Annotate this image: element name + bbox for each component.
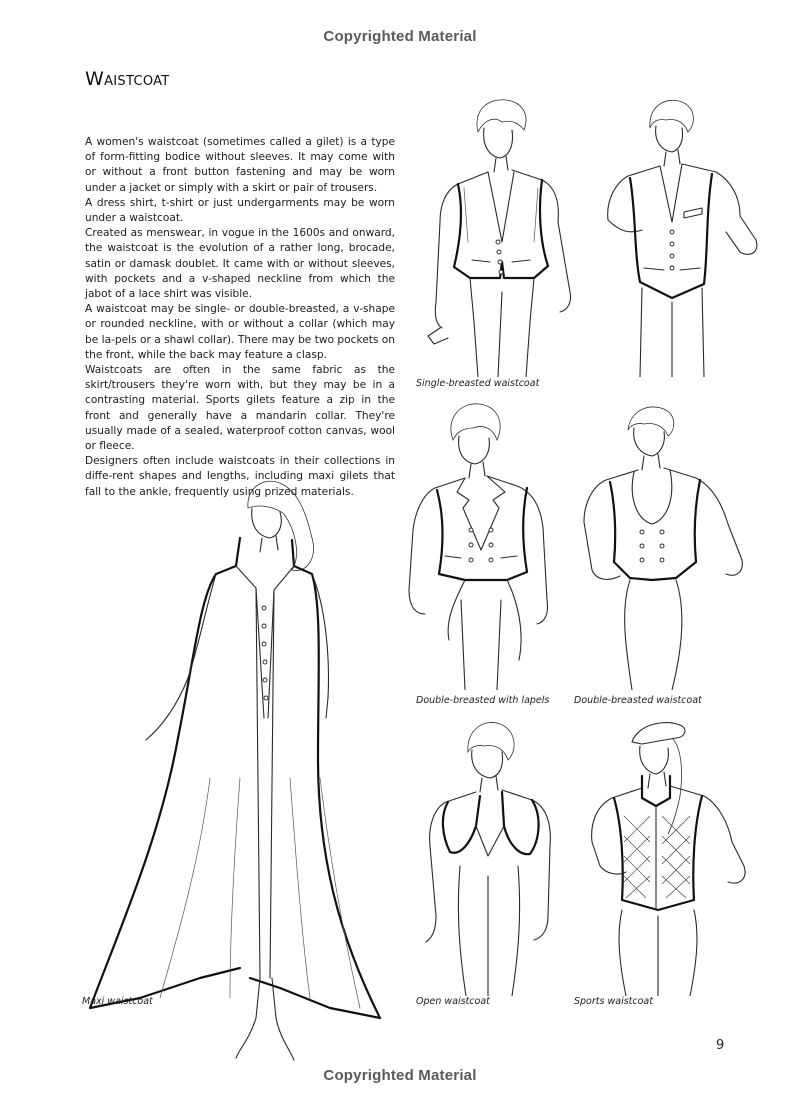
watermark-top: Copyrighted Material: [323, 28, 477, 45]
maxi-waistcoat-sketch: [80, 478, 400, 1068]
page-number: 9: [716, 1038, 725, 1053]
open-waistcoat-sketch: [410, 716, 570, 996]
paragraph: Waistcoats are often in the same fabric as the skirt/trousers they're worn with, but they may be in a contrasting material. Sports gilets feature a zip in the front and generally have a mandarin collar. They're usually made of a sealed, waterproof cotton canvas, wool or fleece.: [85, 364, 395, 453]
paragraph: Designers often include waistcoats in their collections in diffe-rent shapes and lengths, including maxi gilets that fall to the ankle, frequently using prized materials.: [85, 455, 395, 498]
paragraph: Created as menswear, in vogue in the 1600s and onward, the waistcoat is the evolution of a rather long, brocade, satin or damask doublet. It came with or without sleeves, with pockets and a v-shaped neckline from which the jabot of a lace shirt was visible.: [85, 227, 395, 301]
caption-sports: Sports waistcoat: [574, 996, 653, 1007]
paragraph: A waistcoat may be single- or double-breasted, a v-shape or rounded neckline, with or without a collar (which may be la-pels or a shawl collar). There may be two pockets on the front, while the back may feature a clasp.: [85, 303, 395, 361]
sports-waistcoat-sketch: [576, 716, 766, 996]
single-breasted-waistcoat-sketch: [418, 92, 578, 377]
caption-double-breasted: Double-breasted waistcoat: [574, 695, 702, 706]
page-title: Waistcoat: [85, 68, 170, 90]
caption-single-breasted: Single-breasted waistcoat: [416, 378, 540, 389]
caption-open: Open waistcoat: [416, 996, 490, 1007]
single-breasted-waistcoat-sketch-back: [580, 92, 770, 377]
body-text: [85, 135, 395, 500]
double-breasted-lapels-sketch: [405, 400, 565, 690]
caption-double-lapels: Double-breasted with lapels: [416, 695, 550, 706]
double-breasted-waistcoat-sketch: [572, 400, 757, 690]
paragraph: A women's waistcoat (sometimes called a gilet) is a type of form-fitting bodice without sleeves. It may come with or without a front button fastening and may be worn under a jacket or simply with a skirt or pair of trousers.: [85, 136, 395, 194]
caption-maxi: Maxi waistcoat: [82, 996, 153, 1007]
watermark-bottom: Copyrighted Material: [323, 1067, 477, 1084]
paragraph: A dress shirt, t-shirt or just undergarments may be worn under a waistcoat.: [85, 196, 395, 225]
